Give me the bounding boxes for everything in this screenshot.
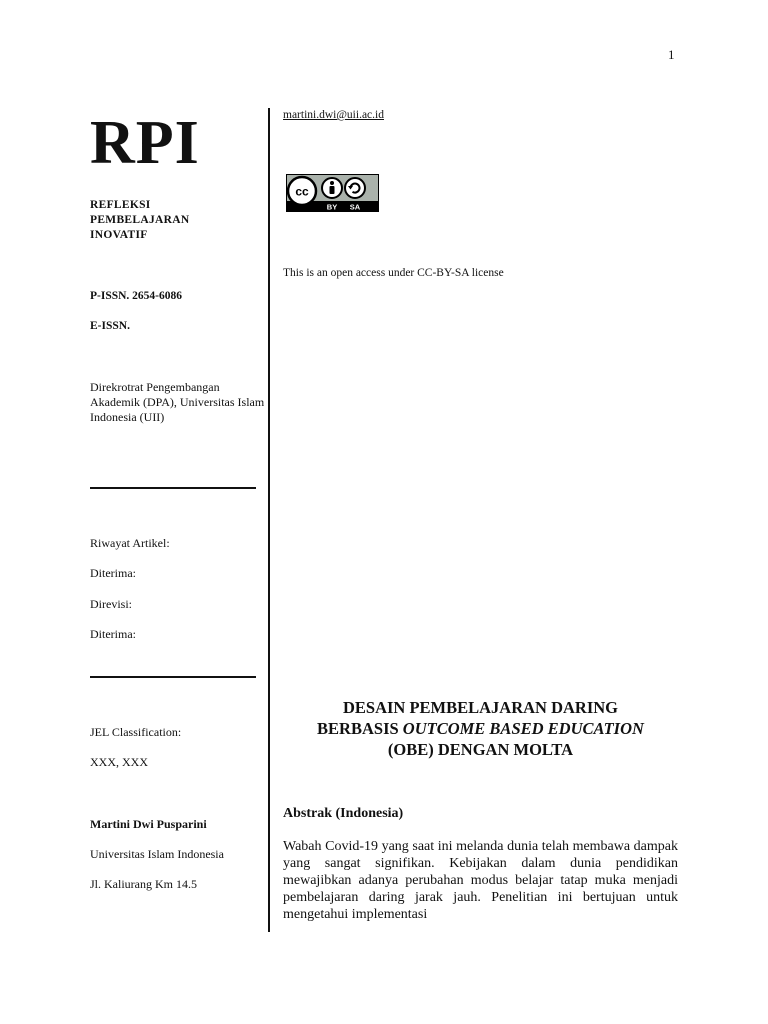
journal-name-line3: INOVATIF — [90, 229, 148, 241]
author-affiliation: Universitas Islam Indonesia — [90, 847, 224, 861]
sa-icon — [345, 178, 365, 198]
license-text: This is an open access under CC-BY-SA license — [283, 267, 504, 279]
abstract-heading: Abstrak (Indonesia) — [283, 806, 404, 821]
jel-label: JEL Classification: — [90, 725, 182, 739]
abstract-text: Wabah Covid-19 yang saat ini melanda dunia telah membawa dampak yang sangat signifikan. Kebijakan dalam dunia pendidikan mewajibkan adanya perubahan modus belajar tatap muka menjadi pembelajaran daring jarak jauh. Penelitian ini bertujuan untuk mengetahui implementasi — [283, 839, 678, 922]
column-divider — [268, 108, 270, 932]
history-label: Riwayat Artikel: — [90, 536, 170, 550]
title-line2 — [283, 718, 678, 739]
by-icon — [322, 178, 342, 198]
journal-name-line1: REFLEKSI — [90, 199, 151, 211]
title-line3: (OBE) DENGAN MOLTA — [387, 740, 574, 759]
author-name: Martini Dwi Pusparini — [90, 817, 207, 831]
title-line1: DESAIN PEMBELAJARAN DARING — [342, 698, 619, 717]
cc-by-sa-badge[interactable] — [286, 174, 379, 212]
journal-name — [90, 198, 189, 243]
publisher: Direkrotrat Pengembangan Akademik (DPA), Universitas Islam Indonesia (UII) — [90, 380, 265, 424]
article-title — [283, 697, 678, 760]
badge-by-text: BY — [326, 202, 338, 212]
author-address: Jl. Kaliurang Km 14.5 — [90, 877, 197, 891]
page-number: 1 — [668, 47, 675, 62]
badge-sa-text: SA — [349, 202, 361, 212]
history-received: Diterima: — [90, 566, 136, 580]
title-line2-plain: BERBASIS — [317, 719, 403, 738]
journal-logo-text: RPI — [90, 109, 200, 177]
divider-top — [90, 487, 256, 489]
svg-text:cc: cc — [295, 184, 309, 199]
divider-bottom — [90, 676, 256, 678]
jel-value: XXX, XXX — [90, 755, 148, 769]
cc-icon — [288, 177, 316, 205]
title-line2-italic: OUTCOME BASED EDUCATION — [402, 719, 644, 738]
history-accepted: Diterima: — [90, 627, 136, 641]
e-issn: E-ISSN. — [90, 320, 130, 332]
journal-name-line2: PEMBELAJARAN — [90, 214, 190, 226]
history-revised: Direvisi: — [90, 597, 132, 611]
author-email-link[interactable]: martini.dwi@uii.ac.id — [283, 109, 384, 121]
p-issn: P-ISSN. 2654-6086 — [90, 290, 183, 302]
